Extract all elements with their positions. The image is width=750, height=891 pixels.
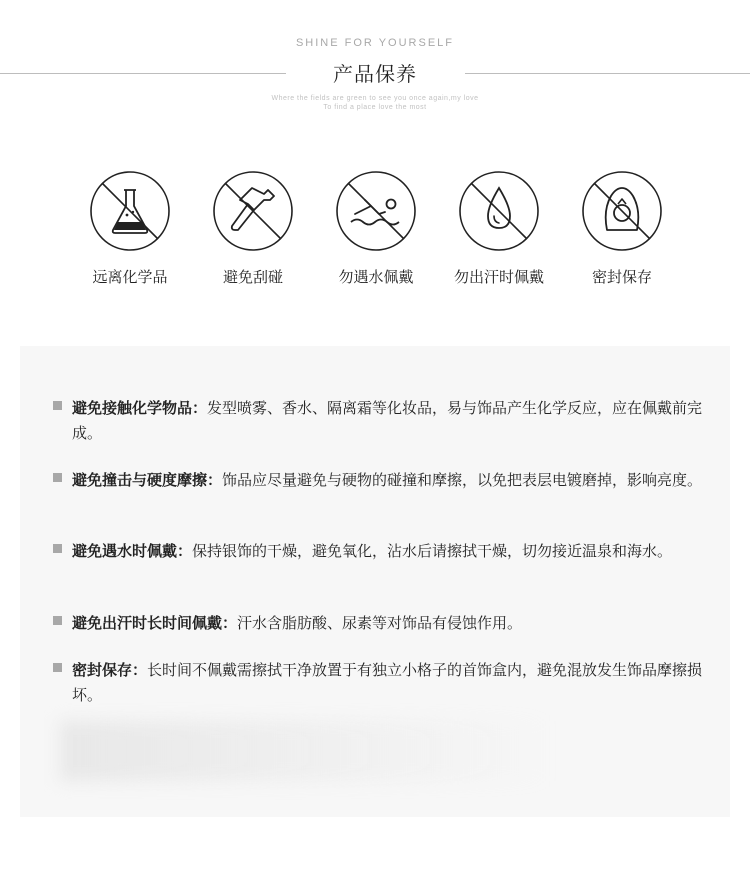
- icon-label: 避免刮碰: [222, 268, 283, 286]
- icon-item-scratch: [193, 170, 313, 287]
- subtitle-line-2: To find a place love the most: [323, 104, 427, 111]
- icon-item-storage: [562, 170, 682, 287]
- care-body: 发型喷雾、香水、隔离霜等化妆品，易与饰品产生化学反应，应在佩戴前完成。: [72, 399, 703, 442]
- ring-prohibited-icon: [581, 170, 663, 252]
- care-body: 汗水含脂肪酸、尿素等对饰品有侵蚀作用。: [237, 614, 523, 632]
- icon-label: 勿遇水佩戴: [338, 268, 414, 286]
- care-body: 长时间不佩戴需擦拭干净放置于有独立小格子的首饰盒内，避免混放发生饰品摩擦损坏。: [72, 661, 703, 704]
- section-header: [0, 0, 750, 130]
- icon-item-chemicals: [70, 170, 190, 287]
- bullet-square: [53, 616, 62, 625]
- care-item-chemicals: [72, 396, 712, 446]
- care-item-sweat: [72, 611, 712, 636]
- page-title: 产品保养: [333, 62, 417, 86]
- bullet-square: [53, 544, 62, 553]
- care-heading: 避免出汗时长时间佩戴：: [72, 614, 238, 632]
- care-icons-row: [0, 170, 750, 300]
- bullet-square: [53, 473, 62, 482]
- icon-item-sweat: [439, 170, 559, 287]
- swimmer-prohibited-icon: [335, 170, 417, 252]
- care-heading: 避免撞击与硬度摩擦：: [72, 471, 223, 489]
- subtitle-line-1: Where the fields are green to see you once again,my love: [271, 95, 479, 102]
- flask-prohibited-icon: [89, 170, 171, 252]
- icon-item-water: [316, 170, 436, 287]
- care-item-water: [72, 539, 712, 564]
- care-heading: 避免接触化学物品：: [72, 399, 208, 417]
- eyebrow-text: SHINE FOR YOURSELF: [295, 37, 455, 49]
- care-heading: 避免遇水时佩戴：: [72, 542, 193, 560]
- icon-label: 密封保存: [591, 268, 652, 286]
- bullet-square: [53, 663, 62, 672]
- icon-label: 勿出汗时佩戴: [453, 268, 544, 286]
- care-instructions-panel: [20, 346, 730, 817]
- care-item-storage: [72, 658, 712, 708]
- care-body: 保持银饰的干燥，避免氧化，沾水后请擦拭干燥，切勿接近温泉和海水。: [192, 542, 673, 560]
- bullet-square: [53, 401, 62, 410]
- drop-prohibited-icon: [458, 170, 540, 252]
- care-item-impact: [72, 468, 712, 493]
- care-body: 饰品应尽量避免与硬物的碰撞和摩擦，以免把表层电镀磨掉，影响亮度。: [222, 471, 703, 489]
- icon-label: 远离化学品: [92, 268, 168, 286]
- hammer-prohibited-icon: [212, 170, 294, 252]
- blurred-area: [60, 721, 550, 781]
- care-heading: 密封保存：: [72, 661, 148, 679]
